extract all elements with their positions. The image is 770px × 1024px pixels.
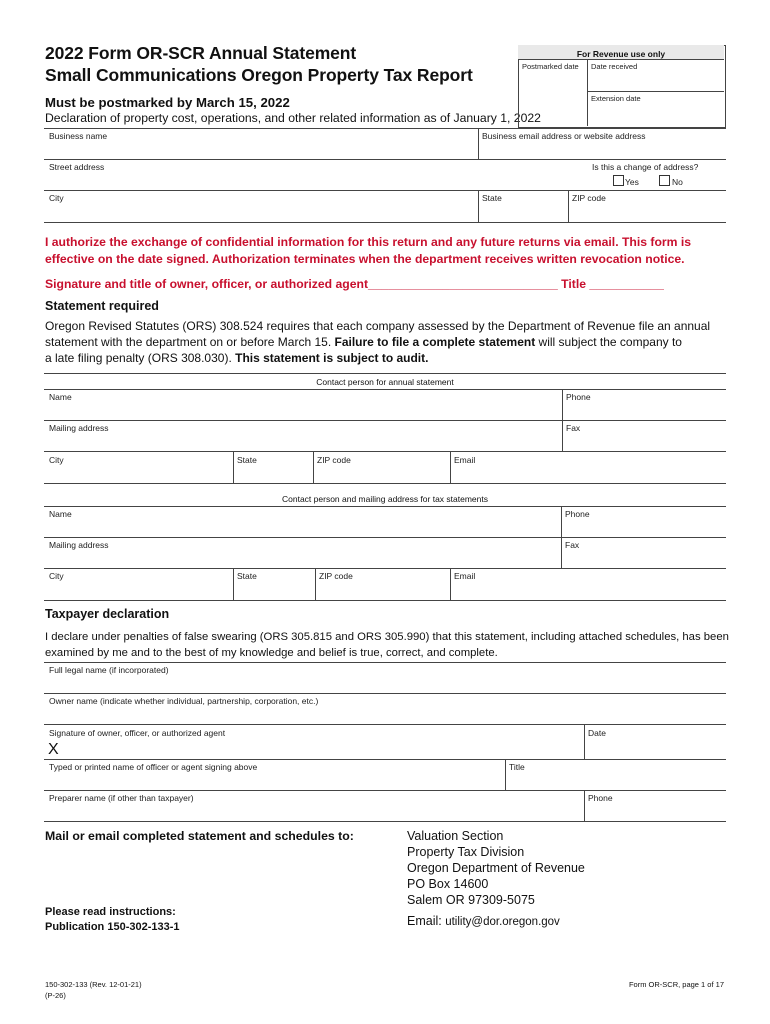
tax-name-field[interactable] — [48, 519, 557, 536]
tax-state-field[interactable] — [237, 581, 311, 597]
tax-state-label: State — [237, 571, 257, 581]
annual-phone-field[interactable] — [566, 402, 722, 419]
taxpayer-line2: examined by me and to the best of my knowledge and belief is true, correct, and complete. — [45, 647, 498, 659]
address-line: Oregon Department of Revenue — [407, 861, 585, 875]
tax-phone-field[interactable] — [565, 519, 722, 536]
street-address-label: Street address — [49, 162, 105, 172]
taxpayer-line1: I declare under penalties of false swearing (ORS 305.815 and ORS 305.990) that this statement, including attached schedules, has been — [45, 631, 729, 643]
annual-city-label: City — [49, 455, 64, 465]
address-line: PO Box 14600 — [407, 877, 489, 891]
preparer-name-label: Preparer name (if other than taxpayer) — [49, 793, 194, 803]
business-name-field[interactable] — [48, 141, 474, 158]
full-legal-name-field[interactable] — [48, 675, 722, 692]
email-line: Email: utility@dor.oregon.gov — [407, 914, 560, 928]
no-checkbox[interactable] — [659, 175, 670, 186]
street-address-field[interactable] — [48, 172, 568, 189]
preparer-phone-field[interactable] — [588, 803, 722, 820]
annual-phone-label: Phone — [566, 392, 591, 402]
typed-name-label: Typed or printed name of officer or agent signing above — [49, 762, 258, 772]
tax-name-label: Name — [49, 509, 72, 519]
taxpayer-heading: Taxpayer declaration — [45, 607, 170, 621]
address-line: Salem OR 97309-5075 — [407, 893, 535, 907]
authorization-text-line1: I authorize the exchange of confidential information for this return and any future returns via email. This form is — [45, 235, 692, 249]
tax-zip-field[interactable] — [319, 581, 446, 597]
page-label: Form OR-SCR, page 1 of 17 — [628, 980, 724, 989]
business-email-field[interactable] — [482, 141, 722, 158]
annual-state-label: State — [237, 455, 257, 465]
business-name-label: Business name — [49, 131, 108, 141]
yes-checkbox[interactable] — [613, 175, 624, 186]
email-address: utility@dor.oregon.gov — [445, 916, 560, 928]
mail-heading: Mail or email completed statement and schedules to: — [45, 829, 354, 843]
postmark-notice: Must be postmarked by March 15, 2022 — [45, 95, 290, 110]
full-legal-name-label: Full legal name (if incorporated) — [49, 665, 169, 675]
annual-mailing-field[interactable] — [48, 433, 558, 450]
typed-name-field[interactable] — [48, 772, 501, 789]
statement-heading: Statement required — [45, 299, 159, 313]
form-title-line2: Small Communications Oregon Property Tax Report — [45, 65, 473, 85]
city-field[interactable] — [48, 203, 474, 220]
statement-line1: Oregon Revised Statutes (ORS) 308.524 requires that each company assessed by the Department of Revenue file an annual — [45, 319, 711, 333]
annual-state-field[interactable] — [237, 465, 309, 481]
mailing-address-block — [407, 828, 585, 908]
annual-mailing-label: Mailing address — [49, 423, 109, 433]
signer-title-label: Title — [509, 762, 525, 772]
yes-label: Yes — [625, 177, 639, 187]
tax-email-field[interactable] — [454, 581, 722, 597]
tax-city-field[interactable] — [48, 581, 229, 597]
owner-name-label: Owner name (indicate whether individual, partnership, corporation, etc.) — [49, 696, 319, 706]
declaration-line: Declaration of property cost, operations, and other related information as of January 1, 2022 — [45, 111, 541, 125]
authorization-signature-line: Signature and title of owner, officer, or authorized agent____________________________ Title ___________ — [45, 277, 664, 291]
annual-fax-field[interactable] — [566, 433, 722, 450]
signature-label: Signature of owner, officer, or authorized agent — [49, 728, 226, 738]
address-line: Property Tax Division — [407, 845, 525, 859]
form-title-line1: 2022 Form OR-SCR Annual Statement — [45, 43, 357, 63]
tax-contact-caption: Contact person and mailing address for tax statements — [282, 494, 488, 504]
preparer-phone-label: Phone — [588, 793, 613, 803]
extension-date-label: Extension date — [591, 94, 641, 103]
revenue-box-title: For Revenue use only — [576, 49, 666, 59]
tax-zip-label: ZIP code — [319, 571, 353, 581]
state-field[interactable] — [482, 203, 564, 220]
tax-city-label: City — [49, 571, 64, 581]
signature-date-label: Date — [588, 728, 606, 738]
address-line: Valuation Section — [407, 829, 504, 843]
no-label: No — [672, 177, 683, 187]
tax-phone-label: Phone — [565, 509, 590, 519]
statement-line3: a late filing penalty (ORS 308.030). This statement is subject to audit. — [45, 351, 429, 365]
annual-zip-field[interactable] — [317, 465, 446, 481]
zip-field[interactable] — [572, 203, 722, 220]
preparer-name-field[interactable] — [48, 803, 580, 820]
statement-line2: statement with the department on or before March 15. Failure to file a complete statement will subject the company to — [45, 335, 682, 349]
date-received-label: Date received — [591, 62, 638, 71]
authorization-text-line2: effective on the date signed. Authorization terminates when the department receives written revocation notice. — [45, 252, 685, 266]
annual-name-field[interactable] — [48, 402, 558, 419]
signature-field[interactable] — [62, 738, 580, 758]
change-address-question: Is this a change of address? — [592, 162, 699, 172]
tax-mailing-label: Mailing address — [49, 540, 109, 550]
postmarked-date-label: Postmarked date — [522, 62, 579, 71]
tax-mailing-field[interactable] — [48, 550, 557, 567]
annual-zip-label: ZIP code — [317, 455, 351, 465]
annual-fax-label: Fax — [566, 423, 581, 433]
form-number: 150-302-133 (Rev. 12-01-21) — [45, 980, 142, 989]
tax-email-label: Email — [454, 571, 476, 581]
annual-contact-caption: Contact person for annual statement — [316, 377, 454, 387]
business-email-label: Business email address or website address — [482, 131, 646, 141]
owner-name-field[interactable] — [48, 706, 722, 723]
annual-email-field[interactable] — [454, 465, 722, 481]
publication-number: Publication 150-302-133-1 — [45, 921, 180, 933]
annual-email-label: Email — [454, 455, 476, 465]
state-label: State — [482, 193, 502, 203]
annual-name-label: Name — [49, 392, 72, 402]
tax-fax-field[interactable] — [565, 550, 722, 567]
zip-label: ZIP code — [572, 193, 606, 203]
signer-title-field[interactable] — [509, 772, 722, 789]
instructions-heading: Please read instructions: — [45, 906, 176, 918]
annual-city-field[interactable] — [48, 465, 229, 481]
city-label: City — [49, 193, 64, 203]
signature-x-mark: X — [48, 741, 59, 758]
signature-date-field[interactable] — [588, 738, 722, 758]
tax-fax-label: Fax — [565, 540, 580, 550]
page-code: (P-26) — [45, 991, 66, 1000]
